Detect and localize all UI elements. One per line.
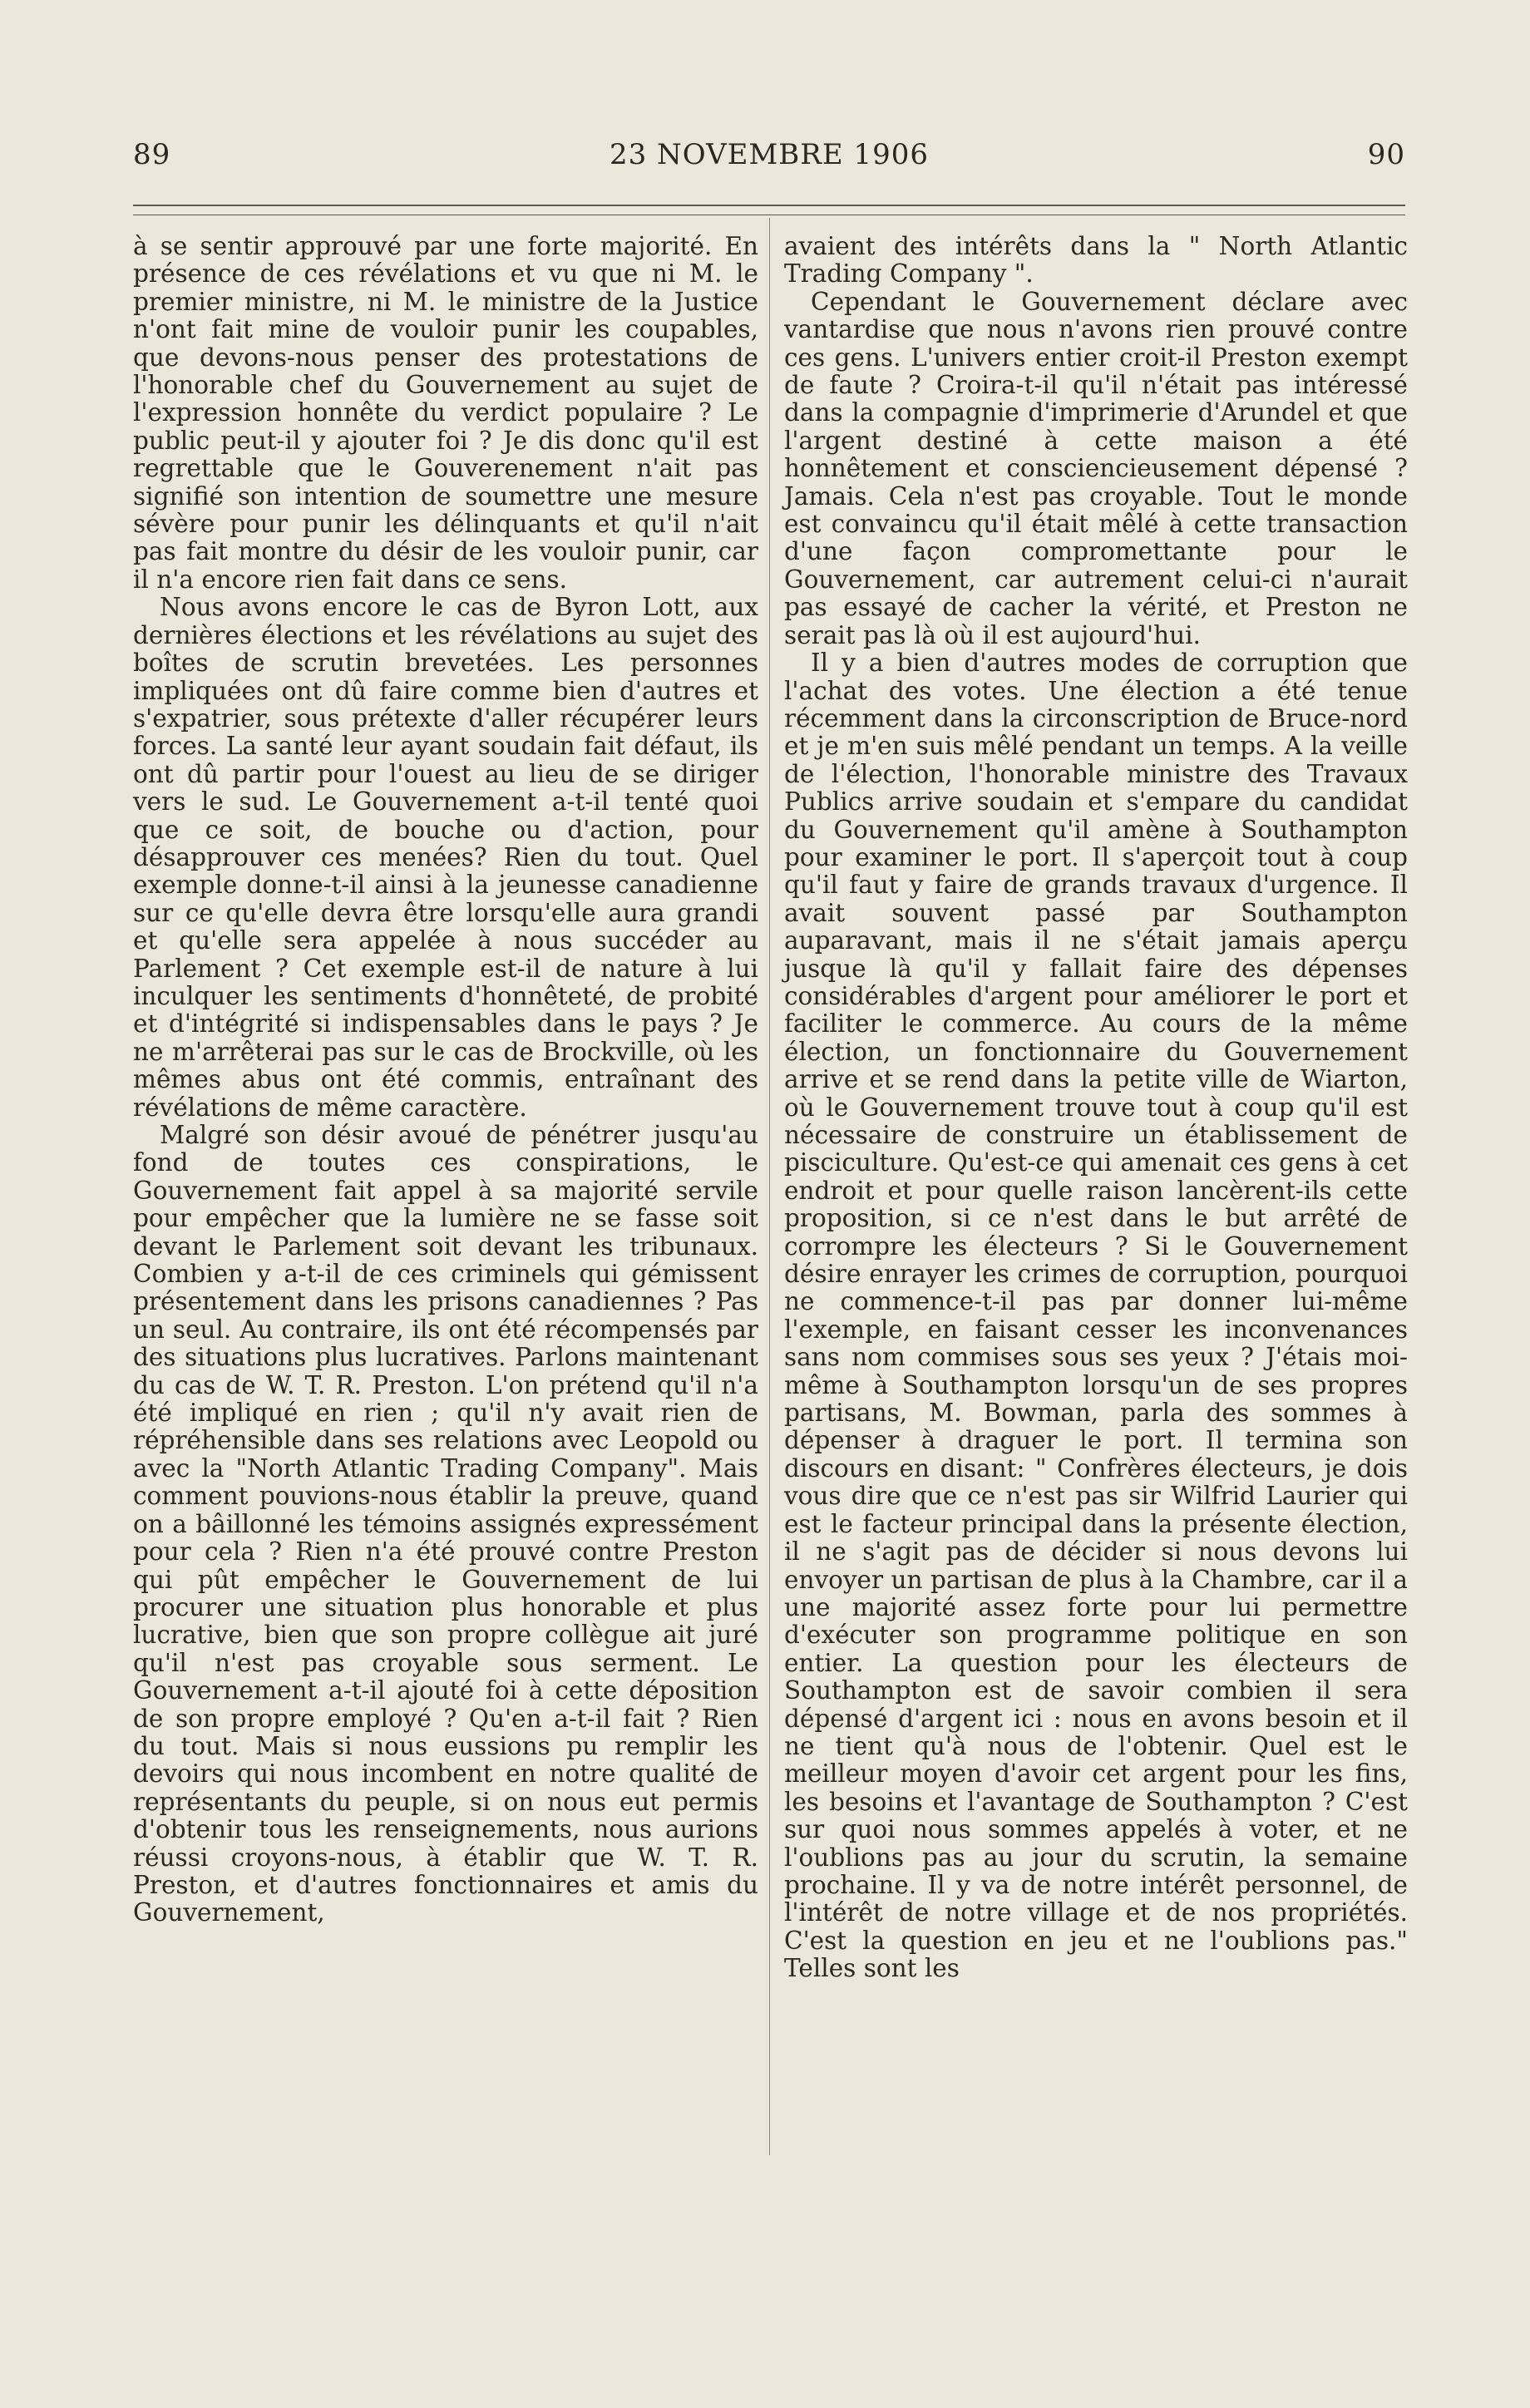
paragraph: Il y a bien d'autres modes de corruption que l'achat des votes. Une élection a été tenue récemment dans la circonscription de Bruce-nord et je m'en suis mêlé pendant un temps. A la veille de l'élection, l'honorable ministre des Travaux Publics arrive soudain et s'empare du candidat du Gouvernement qu'il amène à Southampton pour examiner le port. Il s'aperçoit tout à coup qu'il faut y faire de grands travaux d'urgence. Il avait souvent passé par Southampton auparavant, mais il ne s'était jamais aperçu jusque là qu'il y fallait faire des dépenses considérables d'argent pour améliorer le port et faciliter le commerce. Au cours de la même élection, un fonctionnaire du Gouvernement arrive et se rend dans la petite ville de Wiarton, où le Gouvernement trouve tout à coup qu'il est nécessaire de construire un établissement de pisciculture. Qu'est-ce qui amenait ces gens à cet endroit et pour quelle raison lancèrent-ils cette proposition, si ce n'est dans le but arrêté de corrompre les électeurs ? Si le Gouvernement désire enrayer les crimes de corruption, pourquoi ne commence-t-il pas par donner lui-même l'exemple, en faisant cesser les inconvenances sans nom commises sous ses yeux ? J'étais moi-même à Southampton lorsqu'un de ses propres partisans, M. Bowman, parla des sommes à dépenser à draguer le port. Il termina son discours en disant: " Confrères électeurs, je dois vous dire que ce n'est pas sir Wilfrid Laurier qui est le facteur principal dans la présente élection, il ne s'agit pas de décider si nous devons lui envoyer un partisan de plus à la Chambre, car il a une majorité assez forte pour lui permettre d'exécuter son programme politique en son entier. La question pour les électeurs de Southampton est de savoir combien il sera dépensé d'argent ici : nous en avons besoin et il ne tient qu'à nous de l'obtenir. Quel est le meilleur moyen d'avoir cet argent pour les fins, les besoins et l'avantage de Southampton ? C'est sur quoi nous sommes appelés à voter, et ne l'oublions pas au jour du scrutin, la semaine prochaine. Il y va de notre intérêt personnel, de l'intérêt de notre village et de nos propriétés. C'est la question en jeu et ne l'oublions pas." Telles sont les (784, 649, 1408, 1983)
right-column (784, 233, 1408, 1983)
header-rule (133, 205, 1405, 206)
page-number-left: 89 (133, 138, 171, 171)
page-header (133, 138, 1405, 175)
paragraph: Nous avons encore le cas de Byron Lott, aux dernières élections et les révélations au sujet des boîtes de scrutin brevetées. Les personnes impliquées ont dû faire comme bien d'autres et s'expatrier, sous prétexte d'aller récupérer leurs forces. La santé leur ayant soudain fait défaut, ils ont dû partir pour l'ouest au lieu de se diriger vers le sud. Le Gouvernement a-t-il tenté quoi que ce soit, de bouche ou d'action, pour désapprouver ces menées? Rien du tout. Quel exemple donne-t-il ainsi à la jeunesse canadienne sur ce qu'elle devra être lorsqu'elle aura grandi et qu'elle sera appelée à nous succéder au Parlement ? Cet exemple est-il de nature à lui inculquer les sentiments d'honnêteté, de probité et d'intégrité si indispensables dans le pays ? Je ne m'arrêterai pas sur le cas de Brockville, où les mêmes abus ont été commis, entraînant des révélations de même caractère. (133, 593, 758, 1122)
left-column (133, 233, 758, 1927)
column-divider (769, 218, 770, 2155)
paragraph: avaient des intérêts dans la " North Atlantic Trading Company ". (784, 232, 1408, 289)
paragraph: Malgré son désir avoué de pénétrer jusqu'au fond de toutes ces conspirations, le Gouvernement fait appel à sa majorité servile pour empêcher que la lumière ne se fasse soit devant le Parlement soit devant les tribunaux. Combien y a-t-il de ces criminels qui gémissent présentement dans les prisons canadiennes ? Pas un seul. Au contraire, ils ont été récompensés par des situations plus lucratives. Parlons maintenant du cas de W. T. R. Preston. L'on prétend qu'il n'a été impliqué en rien ; qu'il n'y avait rien de répréhensible dans ses relations avec Leopold ou avec la "North Atlantic Trading Company". Mais comment pouvions-nous établir la preuve, quand on a bâillonné les témoins assignés expressément pour cela ? Rien n'a été prouvé contre Preston qui pût empêcher le Gouvernement de lui procurer une situation plus honorable et plus lucrative, bien que son propre collègue ait juré qu'il n'est pas croyable sous serment. Le Gouvernement a-t-il ajouté foi à cette déposition de son propre employé ? Qu'en a-t-il fait ? Rien du tout. Mais si nous eussions pu remplir les devoirs qui nous incombent en notre qualité de représentants du peuple, si on nous eut permis d'obtenir tous les renseignements, nous aurions réussi croyons-nous, à établir que W. T. R. Preston, et d'autres fonctionnaires et amis du Gouvernement, (133, 1121, 758, 1927)
paragraph: à se sentir approuvé par une forte majorité. En présence de ces révélations et vu que ni M. le premier ministre, ni M. le ministre de la Justice n'ont fait mine de vouloir punir les coupables, que devons-nous penser des protestations de l'honorable chef du Gouvernement au sujet de l'expression honnête du verdict populaire ? Le public peut-il y ajouter foi ? Je dis donc qu'il est regrettable que le Gouverenement n'ait pas signifié son intention de soumettre une mesure sévère pour punir les délinquants et qu'il n'ait pas fait montre du désir de les vouloir punir, car il n'a encore rien fait dans ce sens. (133, 232, 758, 594)
page-number-right: 90 (1367, 138, 1405, 171)
page-date: 23 NOVEMBRE 1906 (609, 138, 930, 171)
paragraph: Cependant le Gouvernement déclare avec vantardise que nous n'avons rien prouvé contre ces gens. L'univers entier croit-il Preston exempt de faute ? Croira-t-il qu'il n'était pas intéressé dans la compagnie d'imprimerie d'Arundel et que l'argent destiné à cette maison a été honnêtement et consciencieusement dépensé ? Jamais. Cela n'est pas croyable. Tout le monde est convaincu qu'il était mêlé à cette transaction d'une façon compromettante pour le Gouvernement, car autrement celui-ci n'aurait pas essayé de cacher la vérité, et Preston ne serait pas là où il est aujourd'hui. (784, 287, 1408, 649)
